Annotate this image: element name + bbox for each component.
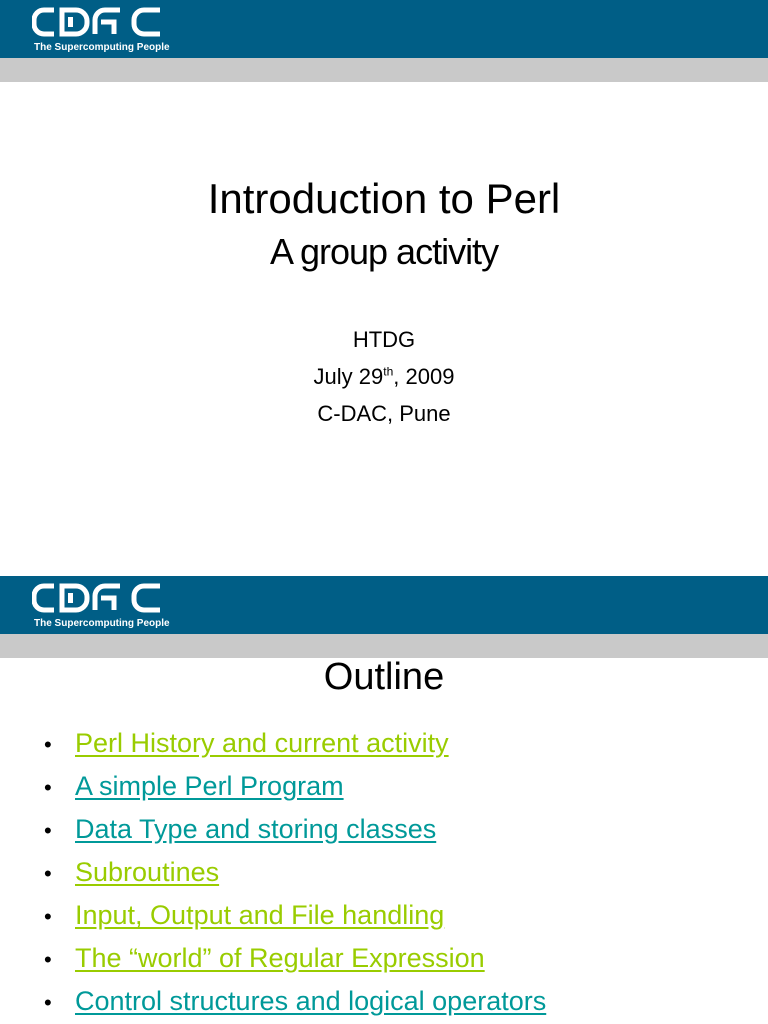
- tagline: The Supercomputing People: [34, 618, 170, 629]
- slide-subtitle: A group activity: [269, 231, 499, 272]
- list-item: [44, 808, 546, 851]
- bullet-icon: •: [44, 818, 52, 843]
- bullet-icon: •: [44, 904, 52, 929]
- outline-link[interactable]: Control structures and logical operators: [75, 986, 547, 1016]
- tagline: The Supercomputing People: [34, 42, 170, 53]
- bullet-icon: •: [44, 775, 52, 800]
- list-item: [44, 894, 546, 937]
- bullet-icon: •: [44, 861, 52, 886]
- outline-list: [44, 722, 546, 1023]
- slide-title: Introduction to Perl: [207, 175, 561, 222]
- presentation-date: [0, 363, 768, 391]
- bullet-icon: •: [44, 732, 52, 757]
- list-item: [44, 851, 546, 894]
- outline-link[interactable]: The “world” of Regular Expression: [75, 943, 485, 973]
- bullet-icon: •: [44, 990, 52, 1015]
- date-ordinal: th: [383, 364, 394, 379]
- list-item: [44, 937, 546, 980]
- org-name: HTDG: [352, 327, 416, 352]
- bullet-icon: •: [44, 947, 52, 972]
- list-item: [44, 980, 546, 1023]
- date-text: July 29: [313, 364, 384, 389]
- date-year: , 2009: [393, 364, 455, 389]
- outline-link[interactable]: Perl History and current activity: [75, 728, 449, 758]
- header-stripe: [0, 58, 768, 82]
- outline-link[interactable]: Data Type and storing classes: [75, 814, 437, 844]
- outline-link[interactable]: Input, Output and File handling: [75, 900, 445, 930]
- list-item: [44, 722, 546, 765]
- location: C-DAC, Pune: [317, 401, 451, 426]
- outline-title: Outline: [323, 656, 445, 698]
- list-item: [44, 765, 546, 808]
- outline-link[interactable]: A simple Perl Program: [75, 771, 344, 801]
- outline-link[interactable]: Subroutines: [75, 857, 220, 887]
